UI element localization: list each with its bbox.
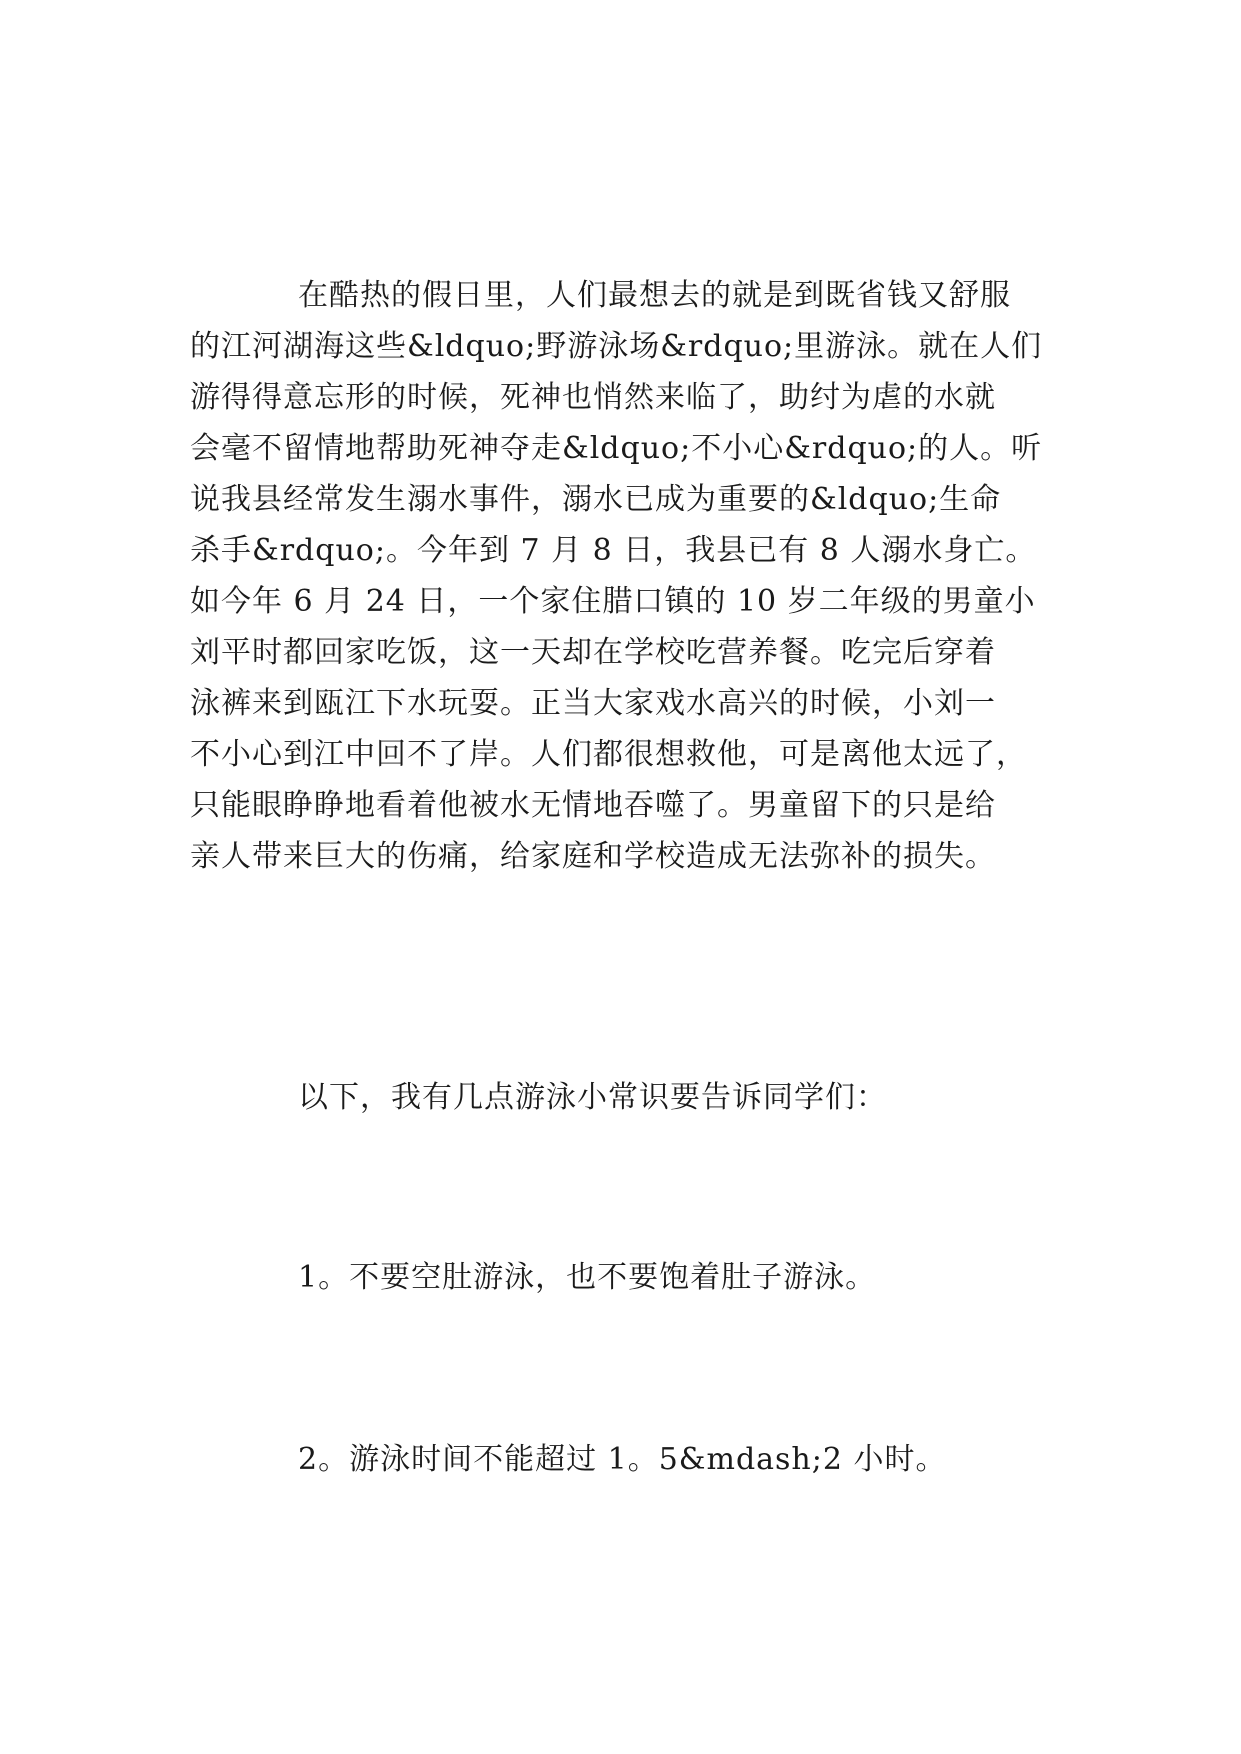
paragraph-line: 亲人带来巨大的伤痛，给家庭和学校造成无法弥补的损失。 bbox=[190, 839, 996, 874]
tip-item: 2。游泳时间不能超过 1。5&mdash;2 小时。 bbox=[298, 1442, 947, 1477]
paragraph-line: 游得得意忘形的时候，死神也悄然来临了，助纣为虐的水就 bbox=[190, 380, 996, 415]
paragraph-line: 的江河湖海这些&ldquo;野游泳场&rdquo;里游泳。就在人们 bbox=[190, 329, 1043, 364]
paragraph-line: 如今年 6 月 24 日，一个家住腊口镇的 10 岁二年级的男童小 bbox=[190, 584, 1036, 619]
paragraph-line: 在酷热的假日里，人们最想去的就是到既省钱又舒服 bbox=[298, 278, 1011, 313]
paragraph-line: 会毫不留情地帮助死神夺走&ldquo;不小心&rdquo;的人。听 bbox=[190, 431, 1043, 466]
paragraph-line: 说我县经常发生溺水事件，溺水已成为重要的&ldquo;生命 bbox=[190, 482, 1002, 517]
paragraph-line: 杀手&rdquo;。今年到 7 月 8 日，我县已有 8 人溺水身亡。 bbox=[190, 533, 1037, 568]
paragraph-line: 泳裤来到瓯江下水玩耍。正当大家戏水高兴的时候，小刘一 bbox=[190, 686, 996, 721]
paragraph-line: 不小心到江中回不了岸。人们都很想救他，可是离他太远了， bbox=[190, 737, 1027, 772]
paragraph-line: 只能眼睁睁地看着他被水无情地吞噬了。男童留下的只是给 bbox=[190, 788, 996, 823]
tip-item: 1。不要空肚游泳，也不要饱着肚子游泳。 bbox=[298, 1260, 877, 1295]
tips-intro: 以下，我有几点游泳小常识要告诉同学们： bbox=[298, 1080, 887, 1115]
paragraph-line: 刘平时都回家吃饭，这一天却在学校吃营养餐。吃完后穿着 bbox=[190, 635, 996, 670]
paragraph-drowning-story bbox=[190, 270, 1050, 882]
